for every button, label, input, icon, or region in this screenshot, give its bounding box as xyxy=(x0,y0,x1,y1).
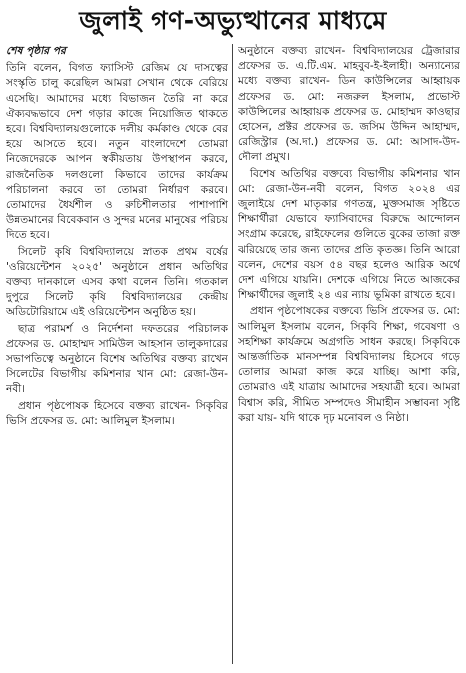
paragraph: অনুষ্ঠানে বক্তব্য রাখেন- বিশ্ববিদ্যালয়ের ট্রেজারার প্রফেসর ড. এ.টি.এম. মাহবুব-ই-ইলাহী। অন্যান্যের মধ্যে বক্তব্য রাখেন- ডিন কাউন্সিলের আহ্বায়ক প্রফেসর ড. মো: নজরুল ইসলাম, প্রভোস্ট কাউন্সিলের আহ্বায়ক প্রফেসর ড. মোহাম্মদ কাওছার হোসেন, প্রক্টর প্রফেসর ড. জসিম উদ্দিন আহাম্মদ, রেজিস্ট্রার (অ.দা.) প্রফেসর ড. মো: আসাদ-উদ-দৌলা প্রমুখ। xyxy=(238,45,460,164)
paragraph: প্রধান পৃষ্ঠপোষক হিসেবে বক্তব্য রাখেন- সিকৃবির ভিসি প্রফেসর ড. মো: আলিমুল ইসলাম। xyxy=(6,399,228,427)
paragraph: বিশেষ অতিথির বক্তব্যে বিভাগীয় কমিশনার খান মো: রেজা-উন-নবী বলেন, বিগত ২০২৪ এর জুলাইয়ে দেশ মাতৃকার গণতন্ত্র, মুক্তসমাজ সৃষ্টিতে শিক্ষার্থীরা যেভাবে ফ্যাসিবাদের বিরুদ্ধে আন্দোলন সংগ্রাম করেছে, রাইফেলের গুলিতে বুকের তাজা রক্ত ঝরিয়েছে তার জন্য তাদের প্রতি কৃতজ্ঞ। তিনি আরো বলেন, দেশের বয়স ৫৪ বছর হলেও আরিক অর্থে দেশ এগিয়ে যায়নি। দেশকে এগিয়ে নিতে আজকের শিক্ষার্থীদের জুলাই ২৪ এর ন্যায় ভূমিকা রাখতে হবে। xyxy=(238,167,460,302)
paragraph: সিলেট কৃষি বিশ্ববিদ্যালয়ে স্নাতক প্রথম বর্ষের 'ওরিয়েন্টেশন ২০২৫' অনুষ্ঠানে প্রধান অতিথির বক্তব্য দানকালে এসব কথা বলেন তিনি। গতকাল দুপুরে সিলেট কৃষি বিশ্ববিদ্যালয়ের কেন্দ্রীয় অডিটোরিয়ামে এই ওরিয়েন্টেশন অনুষ্ঠিত হয়। xyxy=(6,245,228,319)
paragraph: তিনি বলেন, বিগত ফ্যাসিস্ট রেজিম যে দাসত্বের সংস্কৃতি চালু করেছিল আমরা সেখান থেকে বেরিয়ে এসেছি। আমাদের মধ্যে বিভাজন তৈরি না করে ঐক্যবদ্ধভাবে দেশ গড়ার কাজে নিয়োজিত থাকতে হবে। বিশ্ববিদ্যালয়গুলোকে দলীয় কর্মকাণ্ড থেকে বের হয়ে আসতে হবে। নতুন বাংলাদেশে তোমরা নিজেদেরকে আপন স্বকীয়তায় উপস্থাপন করবে, রাজনৈতিক দলগুলো কিভাবে তাদের কার্যক্রম পরিচালনা করবে তা তোমরা নির্ধারণ করবে। তোমাদের ধৈর্যশীল ও রুচিশীলতার পাশাপাশি উন্নতমানের বিবেকবান ও সুন্দর মনের মানুষের পরিচয় দিতে হবে। xyxy=(6,62,228,242)
left-column xyxy=(6,44,228,668)
paragraph: প্রধান পৃষ্ঠপোষকের বক্তব্যে ভিসি প্রফেসর ড. মো: আলিমুল ইসলাম বলেন, সিকৃবি শিক্ষা, গবেষণা ও সহশিক্ষা কার্যক্রমে অগ্রগতি সাধন করছে। সিকৃবিকে আন্তর্জাতিক মানসম্পন্ন বিশ্ববিদ্যালয় হিসেবে গড়ে তোলার আমরা কাজ করে যাচ্ছি। আশা করি, তোমরাও এই যাত্রায় আমাদের সহযাত্রী হবে। আমরা বিশ্বাস করি, সীমিত সম্পদেও সীমাহীন সম্ভাবনা সৃষ্টি করা যায়- যদি থাকে দৃঢ় মনোবল ও নিষ্ঠা। xyxy=(238,305,460,424)
paragraph: ছাত্র পরামর্শ ও নির্দেশনা দফতরের পরিচালক প্রফেসর ড. মোহাম্মদ সামিউল আহসান তালুকদারের সভাপতিত্বে অনুষ্ঠানে বিশেষ অতিথির বক্তব্য রাখেন সিলেটের বিভাগীয় কমিশনার খান মো: রেজা-উন-নবী। xyxy=(6,322,228,396)
headline: জুলাই গণ-অভ্যুত্থানের মাধ্যমে xyxy=(79,6,387,35)
column-divider xyxy=(232,44,233,664)
continued-label: শেষ পৃষ্ঠার পর xyxy=(6,45,66,57)
right-column xyxy=(238,44,460,668)
